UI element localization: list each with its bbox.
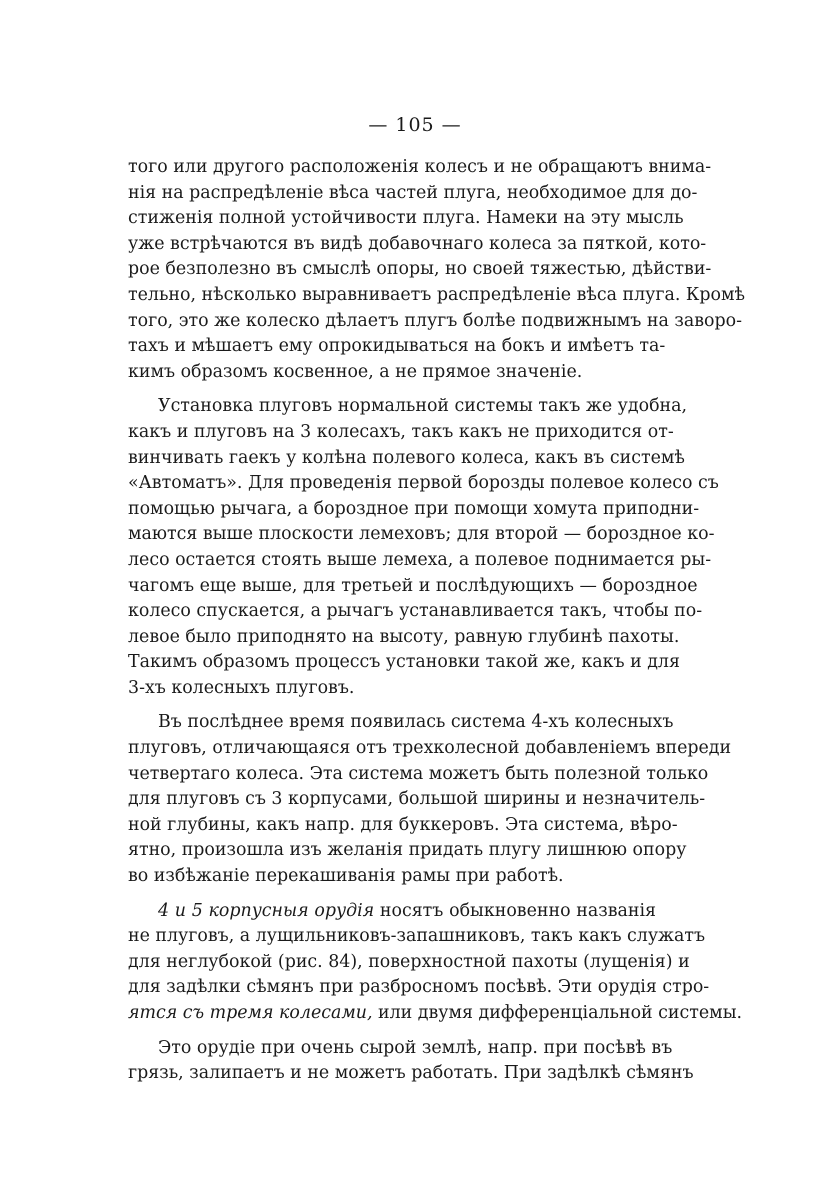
- paragraph-2: [128, 394, 719, 701]
- text-line: винчивать гаекъ у колѣна полевого колеса, какъ въ системѣ: [128, 447, 685, 468]
- text-line: для плуговъ съ 3 корпусами, большой ширины и незначитель-: [128, 789, 706, 810]
- body-text: [128, 155, 746, 1096]
- text-line: ятно, произошла изъ желанія придать плугу лишнюю опору: [128, 840, 687, 861]
- text-line: тельно, нѣсколько выравниваетъ распредѣленіе вѣса плуга. Кромѣ: [128, 284, 746, 305]
- text-line: Въ послѣднее время появилась система 4-хъ колесныхъ: [158, 712, 674, 733]
- text-line: четвертаго колеса. Эта система можетъ быть полезной только: [128, 763, 709, 784]
- text-line: чагомъ еще выше, для третьей и послѣдующихъ — бороздное: [128, 575, 698, 596]
- paragraph-1: [128, 155, 746, 385]
- text-line: помощью рычага, а бороздное при помощи хомута приподни-: [128, 498, 700, 519]
- text-line: [128, 899, 656, 925]
- text-line: какъ и плуговъ на 3 колесахъ, такъ какъ не приходится от-: [128, 421, 674, 442]
- text-line: того, это же колеско дѣлаетъ плугъ болѣе подвижнымъ на заворо-: [128, 310, 742, 331]
- text-line: «Автоматъ». Для проведенія первой борозды полевое колесо съ: [128, 473, 719, 494]
- text-line: тахъ и мѣшаетъ ему опрокидываться на бокъ и имѣетъ та-: [128, 336, 666, 357]
- text-run: носятъ обыкновенно названія: [374, 900, 656, 921]
- text-line: того или другого расположенія колесъ и не обращаютъ внима-: [128, 157, 712, 177]
- text-line: плуговъ, отличающаяся отъ трехколесной добавленіемъ впереди: [128, 738, 732, 759]
- text-line: Установка плуговъ нормальной системы такъ же удобна,: [158, 396, 688, 417]
- text-line: кимъ образомъ косвенное, а не прямое значеніе.: [128, 361, 583, 382]
- text-line: [128, 1001, 743, 1027]
- text-line: рое безполезно въ смыслѣ опоры, но своей тяжестью, дѣйстви-: [128, 259, 712, 280]
- paragraph-4: [128, 899, 743, 1027]
- text-line: Это орудіе при очень сырой землѣ, напр. при посѣвѣ въ: [158, 1037, 673, 1058]
- text-line: ной глубины, какъ напр. для буккеровъ. Эта система, вѣро-: [128, 814, 678, 835]
- text-line: для неглубокой (рис. 84), поверхностной пахоты (лущенія) и: [128, 951, 690, 972]
- text-line: грязь, залипаетъ и не можетъ работать. При задѣлкѣ сѣмянъ: [128, 1063, 694, 1084]
- text-line: Такимъ образомъ процессъ установки такой же, какъ и для: [128, 652, 680, 673]
- text-line: во избѣжаніе перекашиванія рамы при работѣ.: [128, 866, 564, 887]
- page-number: — 105 —: [368, 114, 462, 136]
- text-line: лесо остается стоять выше лемеха, а полевое поднимается ры-: [128, 549, 712, 570]
- text-line: нія на распредѣленіе вѣса частей плуга, необходимое для до-: [128, 182, 698, 203]
- paragraph-3: [128, 710, 732, 889]
- text-line: левое было приподнято на высоту, равную глубинѣ пахоты.: [128, 626, 680, 647]
- paragraph-5: [128, 1036, 694, 1087]
- italic-term: ятся съ тремя колесами,: [128, 1003, 373, 1023]
- text-line: колесо спускается, а рычагъ устанавливается такъ, чтобы по-: [128, 601, 703, 622]
- text-line: не плуговъ, а лущильниковъ-запашниковъ, такъ какъ служатъ: [128, 926, 706, 947]
- text-line: стиженія полной устойчивости плуга. Намеки на эту мысль: [128, 208, 684, 229]
- text-run: или двумя дифференціальной системы.: [372, 1003, 743, 1023]
- text-line: маются выше плоскости лемеховъ; для второй — бороздное ко-: [128, 524, 715, 545]
- text-line: для задѣлки сѣмянъ при разбросномъ посѣвѣ. Эти орудія стро-: [128, 977, 710, 998]
- text-line: 3-хъ колесныхъ плуговъ.: [128, 677, 355, 698]
- text-line: уже встрѣчаются въ видѣ добавочнаго колеса за пяткой, кото-: [128, 233, 707, 254]
- italic-term: 4 и 5 корпусныя орудія: [158, 900, 375, 921]
